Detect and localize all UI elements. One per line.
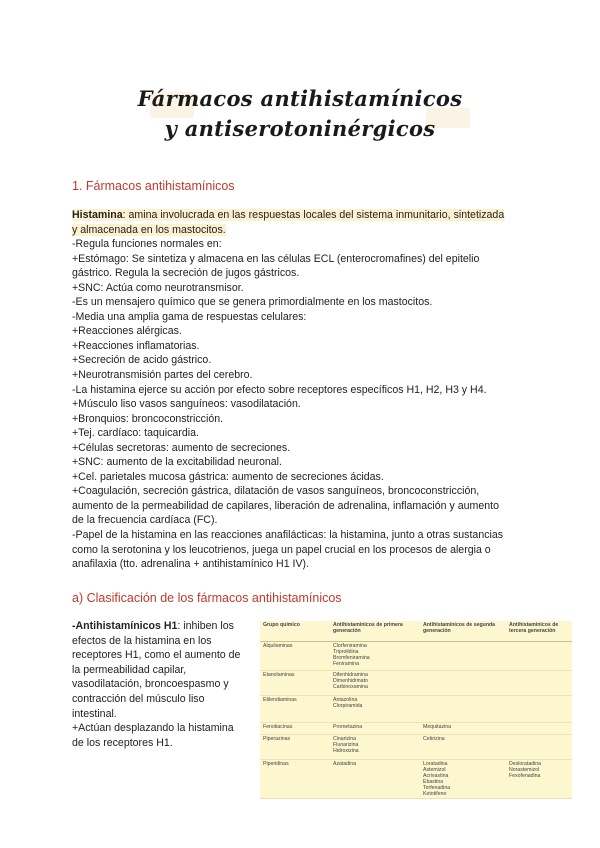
- antihistaminicos-h1-text: [72, 619, 252, 750]
- table-row: [260, 723, 572, 735]
- table-cell-gen3: [506, 642, 572, 671]
- histamina-line: +Células secretoras: aumento de secreciones.: [72, 441, 291, 454]
- histamina-line: -Es un mensajero químico que se genera primordialmente en los mastocitos.: [72, 296, 433, 309]
- table-cell-gen1: [330, 696, 420, 723]
- histamina-line: -Media una amplia gama de respuestas celulares:: [72, 310, 307, 323]
- drug-name: Cetirizina: [423, 736, 445, 742]
- histamina-line: +Reacciones alérgicas.: [72, 325, 182, 338]
- drug-name: Ketotifeno: [423, 791, 447, 797]
- table-cell-gen1: [330, 671, 420, 696]
- table-cell-gen1: [330, 760, 420, 799]
- histamina-line: +SNC: aumento de la excitabilidad neuronal.: [72, 456, 282, 469]
- histamina-line: +Secreción de acido gástrico.: [72, 354, 212, 367]
- histamina-line: +Neurotransmisión partes del cerebro.: [72, 369, 253, 382]
- table-cell-gen3: [506, 735, 572, 760]
- table-row: [260, 760, 572, 799]
- histamina-line: +Estómago: Se sintetiza y almacena en las células ECL (enterocromafines) del epitelio: [72, 252, 480, 265]
- drug-name: Feniramina: [333, 661, 359, 667]
- drug-name: Cinarizina: [333, 736, 357, 742]
- drug-name: Bromfeniramina: [333, 655, 370, 661]
- histamina-body: [72, 208, 534, 572]
- histamina-term: Histamina: [72, 209, 123, 221]
- histamina-line: -Regula funciones normales en:: [72, 238, 222, 251]
- table-cell-gen3: [506, 723, 572, 735]
- table-cell-gen3: [506, 671, 572, 696]
- table-cell-gen1: [330, 642, 420, 671]
- table-row: [260, 642, 572, 671]
- table-cell-group: Fenotiacinas: [260, 723, 330, 735]
- classification-table: [260, 621, 572, 799]
- histamina-line: +Músculo liso vasos sanguíneos: vasodilatación.: [72, 398, 301, 411]
- histamina-line: -Papel de la histamina en las reacciones anafilácticas: la histamina, junto a otras sustancias: [72, 529, 504, 542]
- drug-name: Mequitazina: [423, 724, 451, 730]
- drug-name: Azatadina: [333, 761, 357, 767]
- drug-name: Triprolidina: [333, 649, 359, 655]
- histamina-line: +Tej. cardíaco: taquicardia.: [72, 427, 199, 440]
- histamina-line: aumento de la permeabilidad de capilares, liberación de adrenalina, inflamación y aumento: [72, 499, 499, 512]
- section-heading-a: a) Clasificación de los fármacos antihistamínicos: [72, 591, 342, 605]
- drug-name: Norastemizol: [509, 767, 540, 773]
- page-title-line2: y antiserotoninérgicos: [164, 116, 436, 141]
- drug-name: Desloratadina: [509, 761, 542, 767]
- histamina-definition-line1: Histamina: amina involucrada en las respuestas locales del sistema inmunitario, sintetizada: [72, 209, 505, 221]
- table-cell-gen2: [420, 735, 506, 760]
- drug-name: Clorfeniramina: [333, 643, 367, 649]
- drug-name: Clorpiramida: [333, 703, 363, 709]
- drug-name: Dimenhidrinato: [333, 678, 368, 684]
- h1-line: de los receptores H1.: [72, 736, 173, 749]
- table-cell-gen1: [330, 735, 420, 760]
- drug-name: Antazolina: [333, 697, 358, 703]
- h1-lines: [72, 634, 252, 751]
- table-cell-group: Piperidinas: [260, 760, 330, 799]
- table-cell-gen2: [420, 642, 506, 671]
- table-row: [260, 696, 572, 723]
- drug-name: Terfenadina: [423, 785, 451, 791]
- drug-name: Acrivastina: [423, 773, 449, 779]
- table-row: [260, 735, 572, 760]
- histamina-line: -La histamina ejerce su acción por efecto sobre receptores específicos H1, H2, H3 y H4.: [72, 383, 487, 396]
- histamina-line: +Cel. parietales mucosa gástrica: aumento de secreciones ácidas.: [72, 470, 384, 483]
- drug-name: Difenhidramina: [333, 672, 368, 678]
- table-cell-gen3: [506, 760, 572, 799]
- h1-line: receptores H1, como el aumento de: [72, 649, 241, 662]
- h1-line: +Actúan desplazando la histamina: [72, 722, 234, 735]
- table-row: [260, 671, 572, 696]
- histamina-lines: [72, 237, 534, 572]
- table-cell-gen2: [420, 760, 506, 799]
- histamina-line: anafilaxia (tto. adrenalina + antihistamínico H1 IV).: [72, 558, 310, 571]
- drug-name: Prometazina: [333, 724, 363, 730]
- h1-line: intestinal.: [72, 707, 117, 720]
- table-cell-gen2: [420, 671, 506, 696]
- table-header: Antihistamínicos de primera generación: [330, 621, 420, 642]
- table-cell-gen3: [506, 696, 572, 723]
- drug-name: Astemizol: [423, 767, 446, 773]
- table-cell-group: Alquilaminas: [260, 642, 330, 671]
- drug-name: Carbinoxamina: [333, 684, 368, 690]
- table-cell-group: Etilendiaminas: [260, 696, 330, 723]
- section-heading-1: 1. Fármacos antihistamínicos: [72, 179, 235, 193]
- histamina-line: de la frecuencia cardíaca (FC).: [72, 514, 218, 527]
- table-body: [260, 642, 572, 799]
- table-cell-group: Etanolaminas: [260, 671, 330, 696]
- table-cell-group: Piperazinas: [260, 735, 330, 760]
- drug-name: Loratadina: [423, 761, 448, 767]
- table-cell-gen2: [420, 696, 506, 723]
- h1-term: -Antihistamínicos H1: [72, 620, 178, 632]
- h1-line: la permeabilidad capilar,: [72, 663, 187, 676]
- histamina-definition-line2: y almacenada en los mastocitos.: [72, 223, 226, 236]
- histamina-line: +SNC: Actúa como neurotransmisor.: [72, 281, 244, 294]
- h1-line: vasodilatación, broncoespasmo y: [72, 678, 229, 691]
- table-cell-gen2: [420, 723, 506, 735]
- table-header: Grupo químico: [260, 621, 330, 642]
- table-header: Antihistamínicos de tercera generación: [506, 621, 572, 642]
- histamina-line: +Coagulación, secreción gástrica, dilatación de vasos sanguíneos, broncoconstricción,: [72, 485, 480, 498]
- histamina-line: +Reacciones inflamatorias.: [72, 339, 200, 352]
- table-cell-gen1: [330, 723, 420, 735]
- histamina-line: +Bronquios: broncoconstricción.: [72, 412, 224, 425]
- histamina-line: gástrico. Regula la secreción de jugos gástricos.: [72, 267, 300, 280]
- table-header: Antihistamínicos de segunda generación: [420, 621, 506, 642]
- drug-name: Fexofenadina: [509, 773, 541, 779]
- h1-first-line: -Antihistamínicos H1: inhiben los: [72, 620, 234, 632]
- h1-line: contracción del músculo liso: [72, 692, 205, 705]
- drug-name: Flunarizina: [333, 742, 359, 748]
- table-header-row: [260, 621, 572, 642]
- page-title-line1: Fármacos antihistamínicos: [137, 86, 463, 111]
- h1-line: efectos de la histamina en los: [72, 634, 212, 647]
- histamina-line: como la serotonina y los leucotrienos, juega un papel crucial en los procesos de alergia o: [72, 543, 491, 556]
- drug-name: Hidroxizina: [333, 748, 359, 754]
- drug-name: Ebastina: [423, 779, 444, 785]
